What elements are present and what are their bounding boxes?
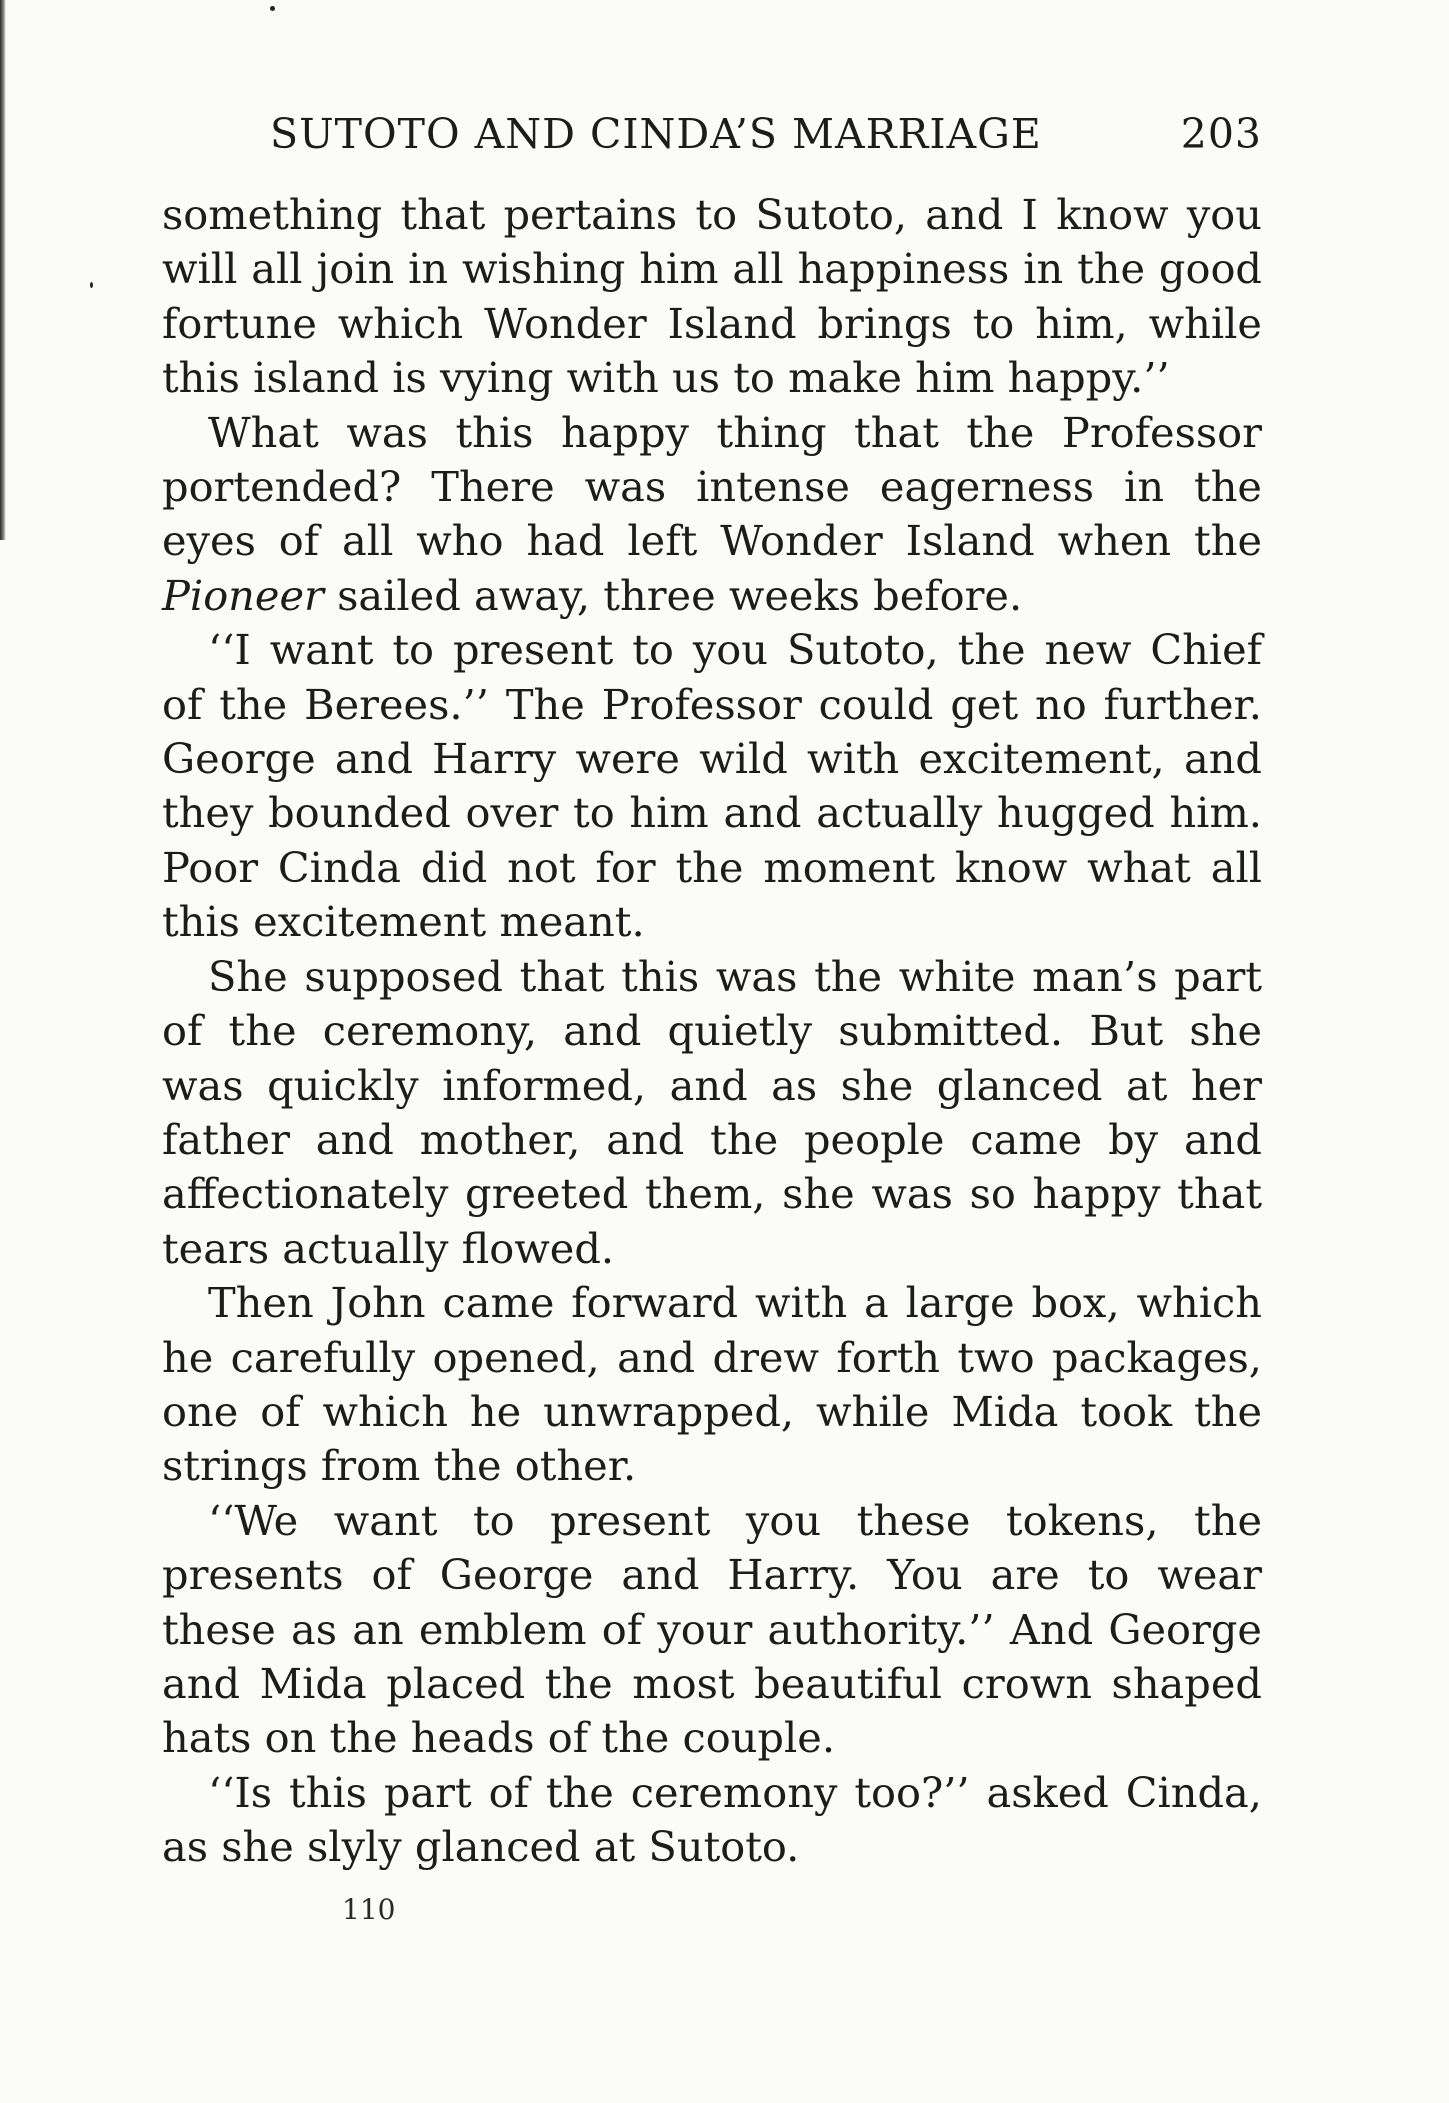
binding-edge [0, 0, 6, 540]
paragraph-text: sailed away, three weeks before. [323, 570, 1023, 620]
ink-speck [90, 282, 93, 288]
ink-speck [270, 6, 275, 11]
body-text [162, 188, 1262, 1875]
paragraph: ‘‘I want to present to you Sutoto, the new Chief of the Berees.’’ The Professor could get no further. George and Harry were wild with excitement, and they bounded over to him and actually hugged him. Poor Cinda did not for the moment know what all this excitement meant. [162, 625, 1262, 947]
paragraph: ‘‘We want to present you these tokens, the presents of George and Harry. You are to wear these as an emblem of your authority.’’ And George and Mida placed the most beautiful crown shaped hats on the heads of the couple. [162, 1495, 1262, 1763]
paragraph: She supposed that this was the white man’s part of the ceremony, and quietly submitted. But she was quickly informed, and as she glanced at her father and mother, and the people came by and affectionately greeted them, she was so happy that tears actually flowed. [162, 951, 1262, 1273]
paragraph: Then John came forward with a large box, which he carefully opened, and drew forth two packages, one of which he unwrapped, while Mida took the strings from the other. [162, 1278, 1262, 1491]
signature-mark: 110 [342, 1893, 396, 1926]
paragraph [162, 406, 1262, 624]
paragraph: something that pertains to Sutoto, and I know you will all join in wishing him all happiness in the good fortune which Wonder Island brings to him, while this island is vying with us to make him happy.’’ [162, 190, 1262, 403]
paragraph: ‘‘Is this part of the ceremony too?’’ asked Cinda, as she slyly glanced at Sutoto. [162, 1767, 1262, 1872]
page-number: 203 [1180, 110, 1262, 158]
book-page [162, 110, 1262, 1875]
running-head [270, 110, 1262, 176]
paragraph-text: What was this happy thing that the Professor portended? There was intense eagerness in the eyes of all who had left Wonder Island when the [162, 407, 1262, 566]
running-title: SUTOTO AND CINDA’S MARRIAGE [270, 110, 1042, 158]
ship-name: Pioneer [162, 570, 324, 620]
